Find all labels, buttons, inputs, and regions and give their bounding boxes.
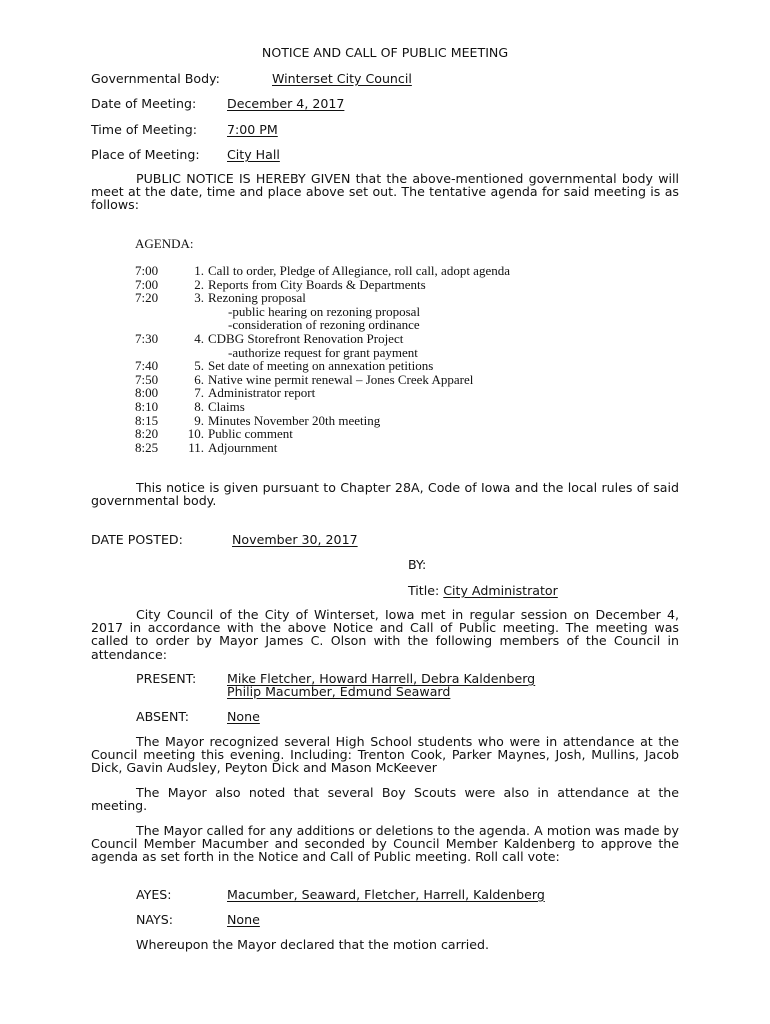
agenda-number: 9. <box>194 412 204 428</box>
motion-paragraph: The Mayor called for any additions or deletions to the agenda. A motion was made by Council Member Macumber and seconded by Council Member Kaldenberg to approve the agenda as set forth in the Notice and Call of Public meeting. Roll call vote: <box>91 823 679 865</box>
agenda-time: 8:15 <box>135 412 159 428</box>
agenda-number: 6. <box>194 371 204 387</box>
agenda-time: 8:20 <box>135 426 159 442</box>
agenda-number: 5. <box>194 358 204 374</box>
agenda-time: 7:40 <box>135 358 159 374</box>
place-of-meeting-value: City Hall <box>227 147 280 162</box>
students-paragraph: The Mayor recognized several High School students who were in attendance at the Council meeting this evening. Including: Trenton Cook, Parker Maynes, Josh, Mullins, Jacob Dick, Gavin Audsley, Peyton Dick and Mason McKeever <box>91 734 679 776</box>
agenda-text: Reports from City Boards & Departments <box>208 276 426 292</box>
time-of-meeting-label: Time of Meeting: <box>91 122 197 137</box>
date-of-meeting-value: December 4, 2017 <box>227 96 345 111</box>
present-line-2: Philip Macumber, Edmund Seaward <box>227 684 451 699</box>
intro-paragraph: PUBLIC NOTICE IS HEREBY GIVEN that the above-mentioned governmental body will meet at the date, time and place above set out. The tentative agenda for said meeting is as follows: <box>91 171 679 213</box>
notice-paragraph: This notice is given pursuant to Chapter 28A, Code of Iowa and the local rules of said governmental body. <box>91 480 679 509</box>
agenda-number: 11. <box>188 439 204 455</box>
agenda-text: Rezoning proposal <box>208 290 306 306</box>
closing-line: Whereupon the Mayor declared that the motion carried. <box>136 937 489 952</box>
agenda-text: Call to order, Pledge of Allegiance, roll call, adopt agenda <box>208 263 510 278</box>
agenda-text: Claims <box>208 399 245 414</box>
agenda-number: 2. <box>194 276 204 292</box>
agenda-text: Set date of meeting on annexation petitions <box>208 358 434 374</box>
nays-label: NAYS: <box>136 912 173 927</box>
agenda-text: Administrator report <box>208 385 316 401</box>
agenda-text: Adjournment <box>208 439 278 455</box>
absent-value: None <box>227 709 260 724</box>
title-label: Title: <box>408 583 440 598</box>
agenda-number: 3. <box>194 290 204 306</box>
agenda-time: 7:00 <box>135 276 159 292</box>
agenda-text: CDBG Storefront Renovation Project <box>208 331 404 346</box>
place-of-meeting-label: Place of Meeting: <box>91 147 200 162</box>
agenda-time: 7:00 <box>135 263 159 278</box>
title-field-label <box>408 583 558 598</box>
agenda-heading: AGENDA: <box>135 236 194 251</box>
agenda-time: 8:25 <box>135 439 159 455</box>
date-of-meeting-label: Date of Meeting: <box>91 96 197 111</box>
agenda-number: 8. <box>194 399 204 414</box>
present-label: PRESENT: <box>136 671 197 686</box>
agenda-subtext: -authorize request for grant payment <box>228 344 418 360</box>
agenda-text: Native wine permit renewal – Jones Creek Apparel <box>208 371 474 387</box>
session-paragraph: City Council of the City of Winterset, Iowa met in regular session on December 4, 2017 in accordance with the above Notice and Call of Public meeting. The meeting was called to order by Mayor James C. Olson with the following members of the Council in attendance: <box>91 607 679 662</box>
governmental-body-label: Governmental Body: <box>91 71 220 86</box>
title-value: City Administrator <box>443 583 558 598</box>
date-posted-label: DATE POSTED: <box>91 532 183 547</box>
date-posted-value: November 30, 2017 <box>232 532 358 547</box>
by-label: BY: <box>408 557 427 572</box>
scouts-paragraph: The Mayor also noted that several Boy Scouts were also in attendance at the meeting. <box>91 785 679 814</box>
agenda-subtext: -public hearing on rezoning proposal <box>228 303 421 319</box>
governmental-body-value: Winterset City Council <box>272 71 412 86</box>
agenda-number: 4. <box>194 331 204 346</box>
ayes-label: AYES: <box>136 887 172 902</box>
agenda-time: 8:00 <box>135 385 159 401</box>
agenda-time: 7:30 <box>135 331 159 346</box>
absent-label: ABSENT: <box>136 709 189 724</box>
page-title: NOTICE AND CALL OF PUBLIC MEETING <box>261 45 509 60</box>
agenda-subtext: -consideration of rezoning ordinance <box>228 317 420 333</box>
agenda-time: 8:10 <box>135 399 159 414</box>
agenda-text: Public comment <box>208 426 293 442</box>
agenda-time: 7:50 <box>135 371 159 387</box>
time-of-meeting-value: 7:00 PM <box>227 122 278 137</box>
agenda-number: 7. <box>194 385 204 401</box>
agenda-number: 1. <box>194 263 204 278</box>
nays-value: None <box>227 912 260 927</box>
agenda-list <box>0 263 770 463</box>
ayes-value: Macumber, Seaward, Fletcher, Harrell, Kaldenberg <box>227 887 545 902</box>
agenda-number: 10. <box>187 426 204 442</box>
present-line-1: Mike Fletcher, Howard Harrell, Debra Kaldenberg <box>227 671 536 686</box>
agenda-text: Minutes November 20th meeting <box>208 412 381 428</box>
agenda-time: 7:20 <box>135 290 159 306</box>
